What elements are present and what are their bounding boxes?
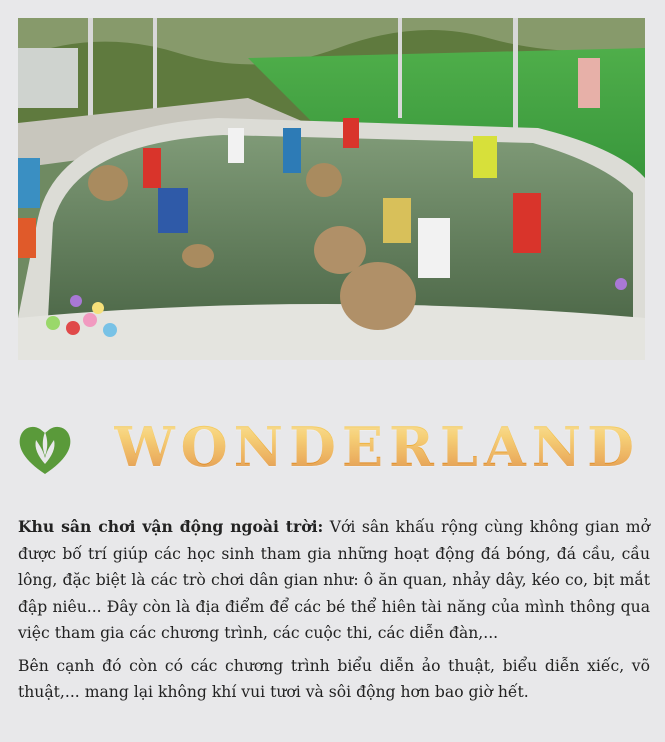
paragraph-1-lead: Khu sân chơi vận động ngoài trời: (18, 517, 324, 536)
hero-photo (18, 18, 645, 360)
paragraph-2: Bên cạnh đó còn có các chương trình biểu diễn ảo thuật, biểu diễn xiếc, võ thuật,... mang lại không khí vui tươi và sôi động hơn bao giờ hết. (18, 656, 650, 701)
brand-header (16, 408, 656, 488)
article-body (18, 514, 650, 712)
photo-illustration (18, 18, 645, 360)
paragraph-1 (18, 514, 650, 647)
paragraph-1-body: Với sân khấu rộng cùng không gian mở được bố trí giúp các học sinh tham gia những hoạt động đá bóng, đá cầu, cầu lông, đặc biệt là các trò chơi dân gian như: ô ăn quan, nhảy dây, kéo co, bịt mắt đập niêu... Đây còn là địa điểm để các bé thể hiên tài năng của mình thông qua việc tham gia các chương trình, các cuộc thi, các diễn đàn,... (18, 518, 650, 642)
brand-wordmark: WONDERLAND (114, 412, 640, 482)
leaf-heart-icon (16, 420, 74, 478)
